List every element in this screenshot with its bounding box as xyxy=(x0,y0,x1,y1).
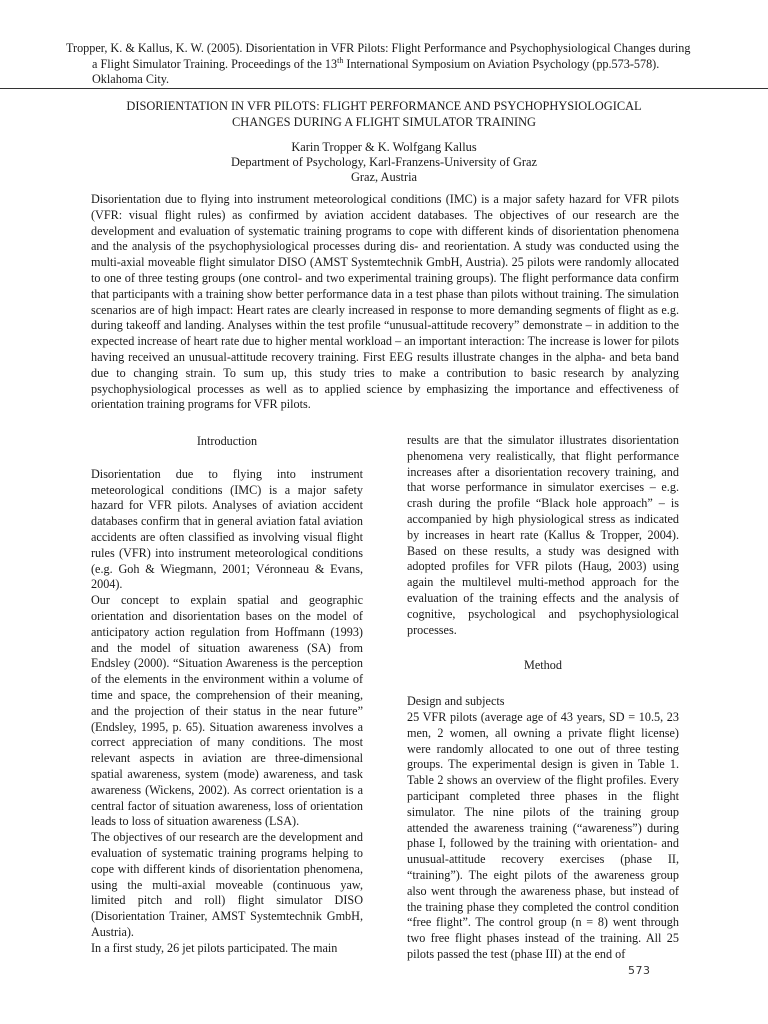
citation-line-2 xyxy=(66,57,702,73)
intro-paragraph-4: In a first study, 26 jet pilots participated. The main xyxy=(91,940,338,955)
left-column xyxy=(91,434,363,957)
citation-header xyxy=(66,41,702,88)
header-divider xyxy=(0,88,768,89)
page-number: 573 xyxy=(628,964,651,977)
paper-title xyxy=(60,98,708,130)
author-location: Graz, Austria xyxy=(350,170,418,184)
section-heading-method: Method xyxy=(524,658,562,673)
author-department: Department of Psychology, Karl-Franzens-University of Graz xyxy=(230,155,538,169)
title-line-1: DISORIENTATION IN VFR PILOTS: FLIGHT PERFORMANCE AND PSYCHOPHYSIOLOGICAL xyxy=(126,99,642,113)
citation-line-3: Oklahoma City. xyxy=(92,72,170,87)
abstract: Disorientation due to flying into instrument meteorological conditions (IMC) is a major safety hazard for VFR pilots (VFR: visual flight rules) as confirmed by aviation accident databases. The objectives of our research are the development and evaluation of systematic training programs to cope with different kinds of disorientation phenomena and the analysis of the psychophysiological processes during dis- and reorientation. A study was conducted using the multi-axial moveable flight simulator DISO (AMST Systemtechnik GmbH, Austria). 25 pilots were randomly allocated to one of three testing groups (one control- and two experimental training groups). The flight performance data confirm that participants with a training show better performance data in a test phase than pilots without training. The simulation scenarios are of high impact: Heart rates are clearly increased in response to more demanding segments of flight as e.g. during takeoff and landing. Analyses within the test profile “unusual-attitude recovery” demonstrate – in addition to the expected increase of heart rate due to higher mental workload – an important interaction: The increase is lower for pilots having received an unusual-attitude recovery training. First EEG results illustrate changes in the alpha- and beta band due to changing strain. To sum up, this study tries to make a contribution to basic research by analyzing psychophysiological processes as well as to applied science by emphasizing the importance and effectiveness of orientation training programs for VFR pilots. xyxy=(91,192,679,412)
author-block xyxy=(60,140,708,185)
intro-paragraph-2: Our concept to explain spatial and geographic orientation and disorientation bases on the model of anticipatory action regulation from Hoffmann (1993) and the model of situation awareness (SA) from Endsley (2000). “Situation Awareness is the perception of the elements in the environment within a volume of time and space, the comprehension of their meaning, and the projection of their status in the near future” (Endsley, 1995, p. 65). Situation awareness involves a correct appreciation of many conditions. The most relevant aspects in aviation are three-dimensional spatial awareness, system (mode) awareness, and task awareness (Wickens, 2002). As correct orientation is a central factor of situation awareness, loss of orientation leads to loss of situation awareness (LSA). xyxy=(91,593,363,829)
method-paragraph-1: 25 VFR pilots (average age of 43 years, SD = 10.5, 23 men, 2 women, all owning a private flight license) were randomly allocated to one out of three testing groups. The experimental design is given in Table 1. Table 2 shows an overview of the flight profiles. Every participant completed three phases in the flight simulator. The nine pilots of the training group attended the awareness training (“awareness”) during phase I, followed by the training with orientation- and unusual-attitude recovery exercises (phase II, “training”). The eight pilots of the awareness group also went through the awareness phase, but instead of the training phase they completed the control condition “free flight”. The control group (n = 8) went through two free flight phases instead of the training. All 25 pilots passed the test (phase III) at the end of xyxy=(407,709,679,961)
right-column xyxy=(407,433,679,963)
intro-paragraph-1: Disorientation due to flying into instrument meteorological conditions (IMC) is a major safety hazard for VFR pilots. Analyses of aviation accident databases confirm that in general aviation fatal aviation accidents are often classified as involving visual flight rules (VFR) into instrument meteorological conditions (e.g. Goh & Wiegmann, 2001; Véronneau & Evans, 2004). xyxy=(91,466,363,592)
citation-superscript: th xyxy=(337,55,344,65)
subsection-heading-design: Design and subjects xyxy=(407,694,505,709)
author-names: Karin Tropper & K. Wolfgang Kallus xyxy=(291,140,477,154)
citation-line-2-b: International Symposium on Aviation Psychology (pp.573-578). xyxy=(343,56,660,71)
section-heading-introduction: Introduction xyxy=(196,434,258,448)
citation-line-1: Tropper, K. & Kallus, K. W. (2005). Disorientation in VFR Pilots: Flight Performance and Psychophysiological Changes during xyxy=(66,41,691,55)
citation-line-2-a: a Flight Simulator Training. Proceedings of the 13 xyxy=(92,56,338,71)
title-line-2: CHANGES DURING A FLIGHT SIMULATOR TRAINING xyxy=(232,115,536,129)
intro-paragraph-continued: results are that the simulator illustrates disorientation phenomena very realistically, that flight performance increases after a disorientation recovery training, and that worse performance in simulator exercises – e.g. crash during the profile “Black hole approach” – is accompanied by high physiological stress as indicated by increases in heart rate (Kallus & Tropper, 2004). Based on these results, a study was designed with adopted profiles for VFR pilots (Haug, 2003) using again the multilevel multi-method approach for the evaluation of the training effects and the analysis of cognitive, psychological and psychophysiological processes. xyxy=(407,433,679,637)
intro-paragraph-3: The objectives of our research are the development and evaluation of systematic training programs helping to cope with different kinds of disorientation phenomena, using the multi-axial moveable (continuous yaw, limited pitch and roll) flight simulator DISO (Disorientation Trainer, AMST Systemtechnik GmbH, Austria). xyxy=(91,830,363,939)
